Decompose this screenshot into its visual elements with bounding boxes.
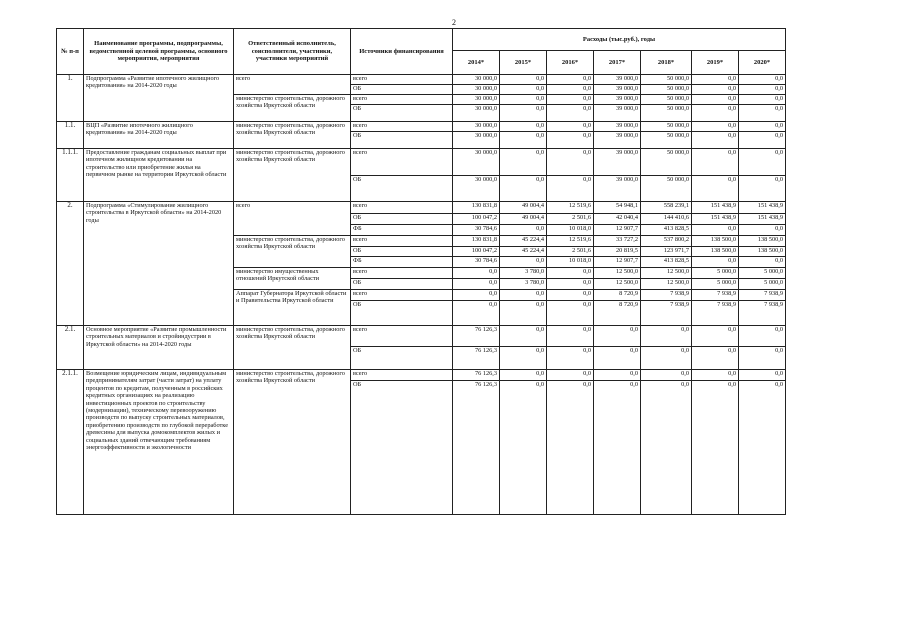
- expense-value: 5 000,0: [692, 268, 739, 279]
- expense-value: 0,0: [500, 225, 547, 236]
- expense-value: 0,0: [739, 225, 786, 236]
- expense-value: 0,0: [692, 225, 739, 236]
- expense-value: 0,0: [547, 301, 594, 326]
- expense-value: 0,0: [594, 381, 641, 515]
- expense-value: 0,0: [500, 95, 547, 105]
- expense-value: 0,0: [547, 268, 594, 279]
- funding-source: всего: [351, 268, 453, 279]
- expense-value: 0,0: [594, 347, 641, 370]
- expense-value: 123 971,7: [641, 247, 692, 257]
- expense-value: 100 047,2: [453, 247, 500, 257]
- expense-value: 537 800,2: [641, 236, 692, 247]
- expense-value: 45 224,4: [500, 247, 547, 257]
- expense-value: 12 519,6: [547, 202, 594, 214]
- row-number: 1.1.: [57, 122, 84, 149]
- expense-value: 50 000,0: [641, 122, 692, 132]
- funding-source: ОБ: [351, 214, 453, 225]
- executor-name: министерство строительства, дорожного хозяйства Иркутской области: [234, 149, 351, 202]
- expense-value: 413 828,5: [641, 257, 692, 268]
- expense-value: 0,0: [547, 85, 594, 95]
- expense-value: 50 000,0: [641, 85, 692, 95]
- expense-value: 0,0: [739, 347, 786, 370]
- expense-value: 39 000,0: [594, 75, 641, 85]
- expense-value: 0,0: [500, 176, 547, 202]
- expense-value: 0,0: [692, 95, 739, 105]
- expense-value: 0,0: [739, 149, 786, 176]
- expense-value: 0,0: [641, 326, 692, 347]
- expense-value: 0,0: [692, 176, 739, 202]
- funding-source: всего: [351, 149, 453, 176]
- expense-value: 0,0: [547, 176, 594, 202]
- expense-value: 0,0: [500, 381, 547, 515]
- expense-value: 50 000,0: [641, 95, 692, 105]
- expense-value: 0,0: [453, 279, 500, 290]
- expense-value: 12 500,0: [594, 268, 641, 279]
- header-source: Источники финансирования: [351, 29, 453, 75]
- row-number: 1.1.1.: [57, 149, 84, 202]
- funding-source: всего: [351, 75, 453, 85]
- expense-value: 39 000,0: [594, 149, 641, 176]
- expense-value: 0,0: [547, 370, 594, 381]
- funding-source: всего: [351, 122, 453, 132]
- table-row: [57, 326, 786, 347]
- program-name: Основное мероприятие «Развитие промышленности строительных материалов и стройиндустрии в Иркутской области» на 2014-2020 годы: [84, 326, 234, 370]
- header-year: 2015*: [500, 51, 547, 75]
- table-row: [57, 202, 786, 214]
- expense-value: 7 938,9: [692, 290, 739, 301]
- executor-name: министерство строительства, дорожного хозяйства Иркутской области: [234, 370, 351, 515]
- expense-value: 0,0: [739, 381, 786, 515]
- expense-value: 0,0: [500, 370, 547, 381]
- header-year: 2019*: [692, 51, 739, 75]
- expense-value: 50 000,0: [641, 75, 692, 85]
- expense-value: 0,0: [739, 132, 786, 149]
- expense-value: 49 004,4: [500, 214, 547, 225]
- expense-value: 151 438,9: [692, 202, 739, 214]
- funding-source: всего: [351, 236, 453, 247]
- expense-value: 30 784,6: [453, 257, 500, 268]
- expense-value: 30 000,0: [453, 149, 500, 176]
- expense-value: 2 501,6: [547, 247, 594, 257]
- expense-value: 0,0: [547, 381, 594, 515]
- expense-value: 0,0: [547, 132, 594, 149]
- expense-value: 30 000,0: [453, 122, 500, 132]
- program-name: Предоставление гражданам социальных выплат при ипотечном жилищном кредитовании на строительство или приобретение жилья на первичном рынке на территории Иркутской области: [84, 149, 234, 202]
- expense-value: 12 500,0: [594, 279, 641, 290]
- funding-source: всего: [351, 95, 453, 105]
- expense-value: 30 000,0: [453, 75, 500, 85]
- expense-value: 413 828,5: [641, 225, 692, 236]
- expense-value: 0,0: [500, 326, 547, 347]
- expense-value: 12 500,0: [641, 268, 692, 279]
- expense-value: 0,0: [692, 149, 739, 176]
- expense-value: 39 000,0: [594, 132, 641, 149]
- expense-value: 42 040,4: [594, 214, 641, 225]
- expense-value: 0,0: [594, 370, 641, 381]
- expense-value: 7 938,9: [692, 301, 739, 326]
- expense-value: 0,0: [692, 122, 739, 132]
- expense-value: 0,0: [453, 301, 500, 326]
- row-number: 2.: [57, 202, 84, 326]
- funding-source: ОБ: [351, 279, 453, 290]
- expense-value: 10 018,0: [547, 225, 594, 236]
- expense-value: 0,0: [547, 122, 594, 132]
- expense-value: 0,0: [641, 370, 692, 381]
- expense-value: 76 126,3: [453, 381, 500, 515]
- header-name: Наименование программы, подпрограммы, ведомственной целевой программы, основного мероприятия, мероприятия: [84, 29, 234, 75]
- funding-source: ФБ: [351, 225, 453, 236]
- expense-value: 151 438,9: [739, 214, 786, 225]
- expense-value: 138 500,0: [692, 236, 739, 247]
- header-year: 2018*: [641, 51, 692, 75]
- expense-value: 54 948,1: [594, 202, 641, 214]
- expense-value: 0,0: [739, 85, 786, 95]
- expense-value: 0,0: [500, 85, 547, 95]
- funding-source: всего: [351, 326, 453, 347]
- expense-value: 0,0: [500, 301, 547, 326]
- expense-value: 0,0: [500, 347, 547, 370]
- expense-value: 0,0: [500, 122, 547, 132]
- expense-value: 0,0: [692, 347, 739, 370]
- expense-value: 151 438,9: [692, 214, 739, 225]
- expense-value: 0,0: [692, 75, 739, 85]
- funding-source: ОБ: [351, 301, 453, 326]
- expense-value: 0,0: [547, 326, 594, 347]
- expense-value: 0,0: [547, 290, 594, 301]
- expense-value: 0,0: [739, 122, 786, 132]
- executor-name: министерство строительства, дорожного хозяйства Иркутской области: [234, 95, 351, 122]
- expense-value: 30 000,0: [453, 95, 500, 105]
- executor-name: министерство строительства, дорожного хозяйства Иркутской области: [234, 122, 351, 149]
- table-row: [57, 122, 786, 132]
- expense-value: 0,0: [739, 176, 786, 202]
- expense-value: 0,0: [594, 326, 641, 347]
- program-name: ВЦП «Развитие ипотечного жилищного кредитования» на 2014-2020 годы: [84, 122, 234, 149]
- executor-name: Аппарат Губернатора Иркутской области и Правительства Иркутской области: [234, 290, 351, 326]
- expense-value: 39 000,0: [594, 105, 641, 122]
- expense-value: 0,0: [500, 132, 547, 149]
- expense-value: 0,0: [739, 95, 786, 105]
- expense-value: 8 720,9: [594, 290, 641, 301]
- expense-value: 0,0: [692, 257, 739, 268]
- expense-value: 12 907,7: [594, 225, 641, 236]
- expense-value: 7 938,9: [641, 290, 692, 301]
- header-year: 2017*: [594, 51, 641, 75]
- expense-value: 0,0: [739, 75, 786, 85]
- row-number: 1.: [57, 75, 84, 122]
- expense-value: 39 000,0: [594, 95, 641, 105]
- expense-value: 5 000,0: [692, 279, 739, 290]
- expense-value: 3 780,0: [500, 268, 547, 279]
- executor-name: министерство имущественных отношений Иркутской области: [234, 268, 351, 290]
- expense-value: 130 831,8: [453, 236, 500, 247]
- expense-value: 0,0: [500, 105, 547, 122]
- expense-value: 39 000,0: [594, 176, 641, 202]
- expense-value: 0,0: [547, 149, 594, 176]
- expense-value: 0,0: [739, 370, 786, 381]
- funding-source: ОБ: [351, 247, 453, 257]
- header-year: 2016*: [547, 51, 594, 75]
- page-number: 2: [452, 18, 456, 27]
- expense-value: 76 126,3: [453, 370, 500, 381]
- expense-value: 0,0: [500, 257, 547, 268]
- header-year: 2014*: [453, 51, 500, 75]
- expense-value: 0,0: [547, 279, 594, 290]
- funding-source: ОБ: [351, 347, 453, 370]
- expense-value: 30 000,0: [453, 85, 500, 95]
- funding-source: ОБ: [351, 85, 453, 95]
- header-expenses: Расходы (тыс.руб.), годы: [453, 29, 786, 51]
- table-row: [57, 75, 786, 85]
- expense-value: 0,0: [692, 105, 739, 122]
- expense-value: 0,0: [500, 290, 547, 301]
- expense-value: 45 224,4: [500, 236, 547, 247]
- executor-name: министерство строительства, дорожного хозяйства Иркутской области: [234, 236, 351, 268]
- executor-name: всего: [234, 202, 351, 236]
- table-row: [57, 370, 786, 381]
- expense-value: 5 000,0: [739, 279, 786, 290]
- expense-value: 0,0: [692, 326, 739, 347]
- expense-value: 12 500,0: [641, 279, 692, 290]
- funding-source: ОБ: [351, 105, 453, 122]
- expense-value: 5 000,0: [739, 268, 786, 279]
- expense-value: 0,0: [739, 326, 786, 347]
- expense-value: 0,0: [692, 85, 739, 95]
- expense-value: 0,0: [739, 105, 786, 122]
- expense-value: 20 819,5: [594, 247, 641, 257]
- header-executor: Ответственный исполнитель, соисполнители, участники, участники мероприятий: [234, 29, 351, 75]
- table-row: [57, 149, 786, 176]
- expense-value: 50 000,0: [641, 132, 692, 149]
- program-name: Подпрограмма «Развитие ипотечного жилищного кредитования» на 2014-2020 годы: [84, 75, 234, 122]
- expense-value: 33 727,2: [594, 236, 641, 247]
- expense-value: 10 018,0: [547, 257, 594, 268]
- expense-value: 50 000,0: [641, 176, 692, 202]
- expense-value: 0,0: [500, 75, 547, 85]
- expense-value: 7 938,9: [739, 290, 786, 301]
- expense-value: 30 000,0: [453, 176, 500, 202]
- expense-value: 49 004,4: [500, 202, 547, 214]
- funding-source: всего: [351, 290, 453, 301]
- row-number: 2.1.1.: [57, 370, 84, 515]
- expense-value: 0,0: [692, 370, 739, 381]
- funding-source: ОБ: [351, 381, 453, 515]
- expense-value: 30 000,0: [453, 132, 500, 149]
- executor-name: министерство строительства, дорожного хозяйства Иркутской области: [234, 326, 351, 370]
- expense-value: 0,0: [641, 347, 692, 370]
- expense-value: 3 780,0: [500, 279, 547, 290]
- expense-value: 30 784,6: [453, 225, 500, 236]
- funding-source: всего: [351, 202, 453, 214]
- expense-value: 50 000,0: [641, 105, 692, 122]
- expense-value: 138 500,0: [739, 247, 786, 257]
- executor-name: всего: [234, 75, 351, 95]
- funding-source: ОБ: [351, 176, 453, 202]
- expense-value: 30 000,0: [453, 105, 500, 122]
- header-year: 2020*: [739, 51, 786, 75]
- expense-value: 7 938,9: [641, 301, 692, 326]
- expense-value: 2 501,6: [547, 214, 594, 225]
- funding-source: всего: [351, 370, 453, 381]
- expense-value: 12 907,7: [594, 257, 641, 268]
- expense-value: 130 831,8: [453, 202, 500, 214]
- program-name: Подпрограмма «Стимулирование жилищного строительства в Иркутской области» на 2014-2020 годы: [84, 202, 234, 326]
- expense-value: 8 720,9: [594, 301, 641, 326]
- expense-value: 7 938,9: [739, 301, 786, 326]
- expense-value: 100 047,2: [453, 214, 500, 225]
- expense-value: 50 000,0: [641, 149, 692, 176]
- expense-value: 76 126,3: [453, 347, 500, 370]
- expense-value: 558 239,1: [641, 202, 692, 214]
- expense-value: 138 500,0: [692, 247, 739, 257]
- expense-value: 144 410,6: [641, 214, 692, 225]
- expense-value: 0,0: [641, 381, 692, 515]
- budget-table: [56, 28, 786, 515]
- expense-value: 0,0: [547, 105, 594, 122]
- expense-value: 76 126,3: [453, 326, 500, 347]
- expense-value: 0,0: [547, 75, 594, 85]
- expense-value: 39 000,0: [594, 122, 641, 132]
- expense-value: 0,0: [453, 268, 500, 279]
- expense-value: 0,0: [547, 347, 594, 370]
- expense-value: 0,0: [692, 132, 739, 149]
- expense-value: 0,0: [692, 381, 739, 515]
- expense-value: 0,0: [547, 95, 594, 105]
- expense-value: 0,0: [500, 149, 547, 176]
- funding-source: ОБ: [351, 132, 453, 149]
- header-num: № п-п: [57, 29, 84, 75]
- expense-value: 151 438,9: [739, 202, 786, 214]
- row-number: 2.1.: [57, 326, 84, 370]
- expense-value: 0,0: [453, 290, 500, 301]
- program-name: Возмещение юридическим лицам, индивидуальным предпринимателям затрат (части затрат) на уплату процентов по кредитам, полученным в российских кредитных организациях на реализацию инвестиционных проектов по строительству (модернизации), техническому перевооружению производств по выпуску строительных материалов, приобретению производств по глубокой переработке древесины для выпуска домокомплектов жилых и социальных зданий отвечающим требованиям энергоэффективности и экологичности: [84, 370, 234, 515]
- expense-value: 0,0: [739, 257, 786, 268]
- expense-value: 138 500,0: [739, 236, 786, 247]
- expense-value: 39 000,0: [594, 85, 641, 95]
- funding-source: ФБ: [351, 257, 453, 268]
- expense-value: 12 519,6: [547, 236, 594, 247]
